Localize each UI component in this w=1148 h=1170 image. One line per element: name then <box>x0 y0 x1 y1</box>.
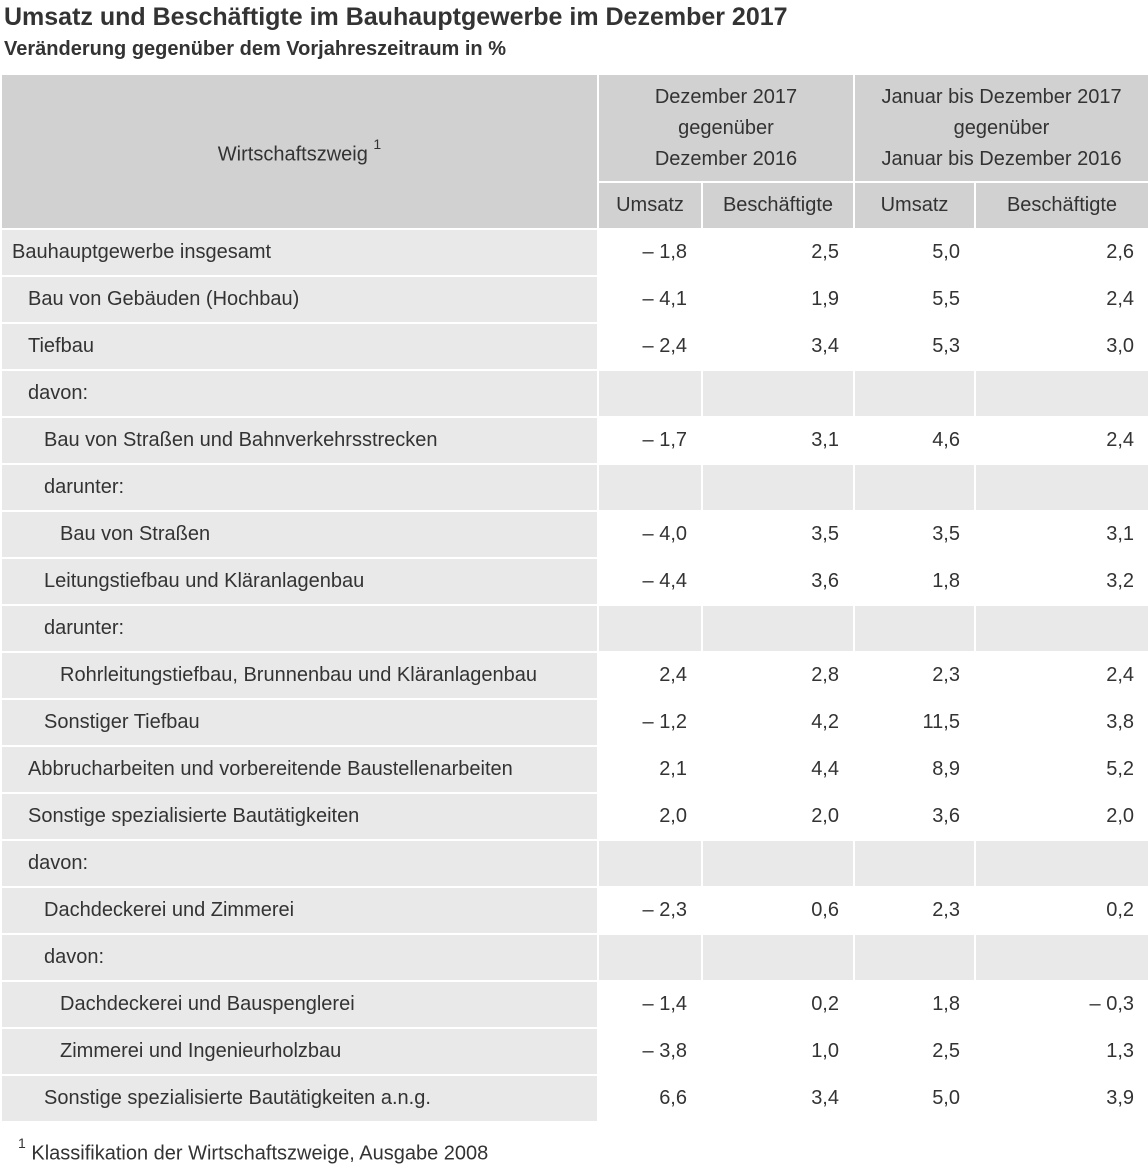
cell-beschaeftigte-jahr: 3,9 <box>975 1075 1148 1122</box>
header-umsatz-jahr: Umsatz <box>854 182 975 229</box>
table-row <box>1 887 1148 934</box>
header-group-dezember-line3: Dezember 2016 <box>654 147 798 170</box>
table-row-subheading <box>1 840 1148 887</box>
header-umsatz-dezember: Umsatz <box>598 182 702 229</box>
cell-beschaeftigte-dezember: 0,2 <box>702 981 854 1028</box>
row-label: Sonstiger Tiefbau <box>1 699 598 746</box>
cell-beschaeftigte-jahr: 3,2 <box>975 558 1148 605</box>
cell-umsatz-dezember: 2,0 <box>598 793 702 840</box>
header-group-dezember <box>598 74 854 182</box>
row-label: Bau von Straßen und Bahnverkehrsstrecken <box>1 417 598 464</box>
table-body <box>1 229 1148 1122</box>
cell-beschaeftigte-dezember <box>702 840 854 887</box>
table-row <box>1 558 1148 605</box>
table-row-subheading <box>1 464 1148 511</box>
cell-umsatz-jahr <box>854 605 975 652</box>
cell-umsatz-jahr: 1,8 <box>854 981 975 1028</box>
cell-umsatz-dezember <box>598 370 702 417</box>
cell-umsatz-dezember <box>598 934 702 981</box>
cell-umsatz-jahr <box>854 370 975 417</box>
cell-umsatz-jahr: 5,5 <box>854 276 975 323</box>
row-label: davon: <box>1 840 598 887</box>
row-label: davon: <box>1 370 598 417</box>
cell-umsatz-dezember: – 1,2 <box>598 699 702 746</box>
cell-beschaeftigte-jahr: – 0,3 <box>975 981 1148 1028</box>
cell-beschaeftigte-dezember <box>702 370 854 417</box>
cell-umsatz-jahr: 3,6 <box>854 793 975 840</box>
cell-beschaeftigte-jahr: 2,0 <box>975 793 1148 840</box>
cell-beschaeftigte-dezember: 3,6 <box>702 558 854 605</box>
cell-umsatz-dezember: 6,6 <box>598 1075 702 1122</box>
row-label: davon: <box>1 934 598 981</box>
table-row <box>1 511 1148 558</box>
cell-umsatz-dezember <box>598 464 702 511</box>
cell-beschaeftigte-jahr: 0,2 <box>975 887 1148 934</box>
row-label: darunter: <box>1 464 598 511</box>
cell-umsatz-dezember: 2,1 <box>598 746 702 793</box>
cell-umsatz-jahr: 8,9 <box>854 746 975 793</box>
table-title: Umsatz und Beschäftigte im Bauhauptgewerbe im Dezember 2017 <box>4 3 788 31</box>
footnote <box>18 1135 489 1166</box>
header-beschaeftigte-dezember: Beschäftigte <box>702 182 854 229</box>
header-footnote-mark: 1 <box>373 135 382 152</box>
cell-beschaeftigte-dezember: 4,2 <box>702 699 854 746</box>
cell-beschaeftigte-jahr <box>975 934 1148 981</box>
table-row <box>1 323 1148 370</box>
cell-beschaeftigte-dezember <box>702 464 854 511</box>
row-label: Abbrucharbeiten und vorbereitende Baustellenarbeiten <box>1 746 598 793</box>
row-label: Leitungstiefbau und Kläranlagenbau <box>1 558 598 605</box>
cell-beschaeftigte-dezember: 3,5 <box>702 511 854 558</box>
cell-umsatz-jahr: 11,5 <box>854 699 975 746</box>
cell-beschaeftigte-dezember: 2,5 <box>702 229 854 276</box>
header-group-dezember-line1: Dezember 2017 <box>654 85 798 108</box>
header-group-januar-bis-dezember <box>854 74 1148 182</box>
cell-beschaeftigte-dezember: 1,0 <box>702 1028 854 1075</box>
cell-beschaeftigte-jahr <box>975 840 1148 887</box>
cell-umsatz-jahr <box>854 464 975 511</box>
cell-umsatz-dezember: – 1,4 <box>598 981 702 1028</box>
cell-beschaeftigte-jahr: 3,8 <box>975 699 1148 746</box>
row-label: Bau von Straßen <box>1 511 598 558</box>
cell-beschaeftigte-dezember: 4,4 <box>702 746 854 793</box>
cell-beschaeftigte-dezember: 0,6 <box>702 887 854 934</box>
row-label: darunter: <box>1 605 598 652</box>
header-beschaeftigte-jahr: Beschäftigte <box>975 182 1148 229</box>
footnote-mark: 1 <box>18 1135 26 1151</box>
cell-beschaeftigte-jahr: 2,6 <box>975 229 1148 276</box>
header-group-januar-line2: gegenüber <box>953 116 1050 139</box>
table-row-subheading <box>1 370 1148 417</box>
table-subtitle: Veränderung gegenüber dem Vorjahreszeitraum in % <box>4 38 506 60</box>
header-group-januar-line1: Januar bis Dezember 2017 <box>881 85 1122 108</box>
cell-beschaeftigte-jahr: 2,4 <box>975 652 1148 699</box>
row-label: Dachdeckerei und Bauspenglerei <box>1 981 598 1028</box>
row-label: Bau von Gebäuden (Hochbau) <box>1 276 598 323</box>
cell-umsatz-jahr: 2,3 <box>854 887 975 934</box>
row-label: Sonstige spezialisierte Bautätigkeiten <box>1 793 598 840</box>
cell-beschaeftigte-dezember: 2,8 <box>702 652 854 699</box>
row-label: Bauhauptgewerbe insgesamt <box>1 229 598 276</box>
cell-umsatz-jahr: 3,5 <box>854 511 975 558</box>
table-row <box>1 746 1148 793</box>
cell-umsatz-dezember: – 2,4 <box>598 323 702 370</box>
header-group-dezember-line2: gegenüber <box>678 116 774 139</box>
cell-beschaeftigte-dezember <box>702 605 854 652</box>
table-row <box>1 276 1148 323</box>
table-row <box>1 417 1148 464</box>
cell-umsatz-jahr <box>854 934 975 981</box>
cell-beschaeftigte-jahr: 2,4 <box>975 417 1148 464</box>
row-label: Dachdeckerei und Zimmerei <box>1 887 598 934</box>
header-wirtschaftszweig-label: Wirtschaftszweig <box>217 143 368 166</box>
cell-umsatz-dezember: – 1,7 <box>598 417 702 464</box>
cell-umsatz-jahr: 5,3 <box>854 323 975 370</box>
header-group-januar-line3: Januar bis Dezember 2016 <box>881 147 1122 170</box>
cell-umsatz-dezember: – 2,3 <box>598 887 702 934</box>
cell-beschaeftigte-dezember: 2,0 <box>702 793 854 840</box>
cell-umsatz-dezember: 2,4 <box>598 652 702 699</box>
cell-beschaeftigte-dezember: 3,4 <box>702 1075 854 1122</box>
header-wirtschaftszweig <box>1 74 598 229</box>
cell-umsatz-dezember: – 4,1 <box>598 276 702 323</box>
row-label: Rohrleitungstiefbau, Brunnenbau und Kläranlagenbau <box>1 652 598 699</box>
cell-beschaeftigte-jahr <box>975 464 1148 511</box>
cell-beschaeftigte-dezember: 3,1 <box>702 417 854 464</box>
cell-beschaeftigte-jahr <box>975 605 1148 652</box>
cell-umsatz-dezember <box>598 840 702 887</box>
data-table <box>0 73 1148 1123</box>
table-header <box>1 74 1148 229</box>
cell-umsatz-jahr: 2,5 <box>854 1028 975 1075</box>
cell-beschaeftigte-dezember: 3,4 <box>702 323 854 370</box>
table-row <box>1 652 1148 699</box>
row-label: Sonstige spezialisierte Bautätigkeiten a.n.g. <box>1 1075 598 1122</box>
cell-beschaeftigte-jahr: 3,0 <box>975 323 1148 370</box>
table-row <box>1 1075 1148 1122</box>
cell-umsatz-dezember: – 4,0 <box>598 511 702 558</box>
table-row <box>1 229 1148 276</box>
table-row-subheading <box>1 605 1148 652</box>
cell-umsatz-dezember: – 3,8 <box>598 1028 702 1075</box>
cell-umsatz-jahr: 1,8 <box>854 558 975 605</box>
table-row <box>1 1028 1148 1075</box>
cell-umsatz-jahr: 2,3 <box>854 652 975 699</box>
cell-umsatz-jahr <box>854 840 975 887</box>
cell-umsatz-dezember: – 1,8 <box>598 229 702 276</box>
row-label: Zimmerei und Ingenieurholzbau <box>1 1028 598 1075</box>
table-row <box>1 793 1148 840</box>
table-row <box>1 699 1148 746</box>
cell-beschaeftigte-jahr: 2,4 <box>975 276 1148 323</box>
cell-beschaeftigte-jahr: 3,1 <box>975 511 1148 558</box>
cell-beschaeftigte-dezember <box>702 934 854 981</box>
table-row <box>1 981 1148 1028</box>
cell-beschaeftigte-dezember: 1,9 <box>702 276 854 323</box>
footnote-text: Klassifikation der Wirtschaftszweige, Ausgabe 2008 <box>31 1142 489 1165</box>
cell-beschaeftigte-jahr: 1,3 <box>975 1028 1148 1075</box>
cell-umsatz-jahr: 4,6 <box>854 417 975 464</box>
cell-beschaeftigte-jahr: 5,2 <box>975 746 1148 793</box>
cell-umsatz-jahr: 5,0 <box>854 229 975 276</box>
cell-umsatz-dezember <box>598 605 702 652</box>
cell-umsatz-jahr: 5,0 <box>854 1075 975 1122</box>
row-label: Tiefbau <box>1 323 598 370</box>
cell-umsatz-dezember: – 4,4 <box>598 558 702 605</box>
cell-beschaeftigte-jahr <box>975 370 1148 417</box>
table-row-subheading <box>1 934 1148 981</box>
